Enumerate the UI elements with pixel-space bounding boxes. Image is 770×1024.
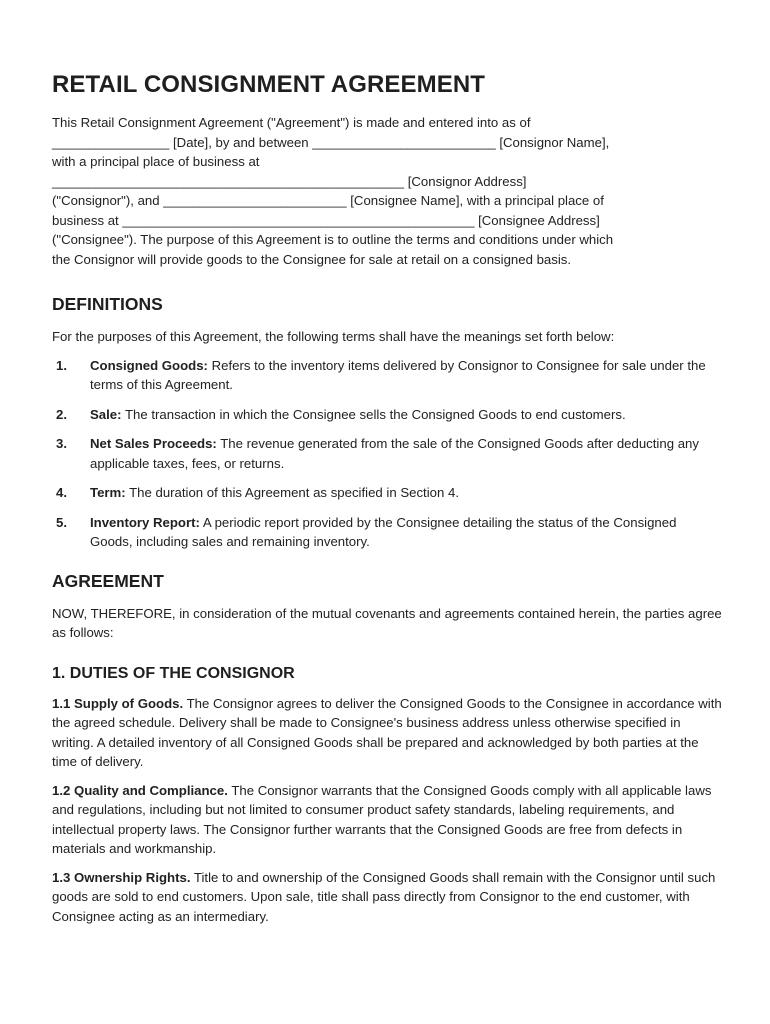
document-page <box>52 70 722 935</box>
agreement-lead: NOW, THEREFORE, in consideration of the mutual covenants and agreements contained herein, the parties agree as follows: <box>52 605 722 640</box>
definition-term: Consigned Goods: <box>90 357 208 373</box>
clause-ownership-rights <box>52 868 722 927</box>
definition-term: Term: <box>90 485 126 500</box>
clause-title: 1.2 Quality and Compliance. <box>52 782 228 798</box>
document-title: RETAIL CONSIGNMENT AGREEMENT <box>52 71 486 98</box>
definition-text: Refers to the inventory items delivered by Consignor to Consignee for sale under the terms of this Agreement. <box>90 357 706 392</box>
definitions-heading: DEFINITIONS <box>52 294 163 314</box>
clause-text: Title to and ownership of the Consigned Goods shall remain with the Consignor until such goods are sold to end customers. Upon sale, title shall pass directly from Consignor to the end customer, with Consignee acting as an intermediary. <box>52 869 716 924</box>
definition-number: 4. <box>56 485 67 500</box>
definition-item <box>52 434 722 473</box>
definition-number: 1. <box>56 357 67 373</box>
definition-term: Net Sales Proceeds: <box>90 436 217 451</box>
definition-term: Sale: <box>90 406 122 422</box>
clause-supply-of-goods <box>52 694 722 772</box>
definition-text: The transaction in which the Consignee sells the Consigned Goods to end customers. <box>121 406 626 422</box>
duties-heading: 1. DUTIES OF THE CONSIGNOR <box>52 664 295 682</box>
definition-item <box>52 356 722 395</box>
clause-title: 1.3 Ownership Rights. <box>52 869 191 885</box>
definition-number: 3. <box>56 436 67 451</box>
definition-item <box>52 483 722 503</box>
intro-line: ________________ [Date], by and between _________________________ [Consignor Name], <box>52 134 610 150</box>
definitions-list <box>52 356 722 552</box>
intro-line: with a principal place of business at <box>52 154 260 169</box>
definition-item <box>52 513 722 552</box>
agreement-heading: AGREEMENT <box>52 570 164 591</box>
clause-text: The Consignor warrants that the Consigned Goods comply with all applicable laws and regulations, including but not limited to consumer product safety standards, labeling requirements, and intellectual property laws. The Consignor further warrants that the Consigned Goods are free from defects in materials and workmanship. <box>52 782 712 856</box>
intro-line: ________________________________________________ [Consignor Address] <box>52 173 527 189</box>
clause-text: The Consignor agrees to deliver the Consigned Goods to the Consignee in accordance with the agreed schedule. Delivery shall be made to Consignee's business address unless otherwise specified in writing. A detailed inventory of all Consigned Goods shall be prepared and acknowledged by both parties at the time of delivery. <box>52 695 722 769</box>
intro-line: the Consignor will provide goods to the Consignee for sale at retail on a consigned basis. <box>52 251 572 267</box>
definition-term: Inventory Report: <box>90 514 200 530</box>
definition-text: The revenue generated from the sale of the Consigned Goods after deducting any applicable taxes, fees, or returns. <box>90 436 699 471</box>
definitions-lead: For the purposes of this Agreement, the following terms shall have the meanings set forth below: <box>52 329 615 344</box>
definition-number: 5. <box>56 514 67 530</box>
definition-item <box>52 405 722 425</box>
definition-text: The duration of this Agreement as specified in Section 4. <box>125 485 459 500</box>
intro-line: business at ________________________________________________ [Consignee Address] <box>52 212 600 228</box>
intro-line: ("Consignor"), and _________________________ [Consignee Name], with a principal place of <box>52 193 604 208</box>
intro-line: ("Consignee"). The purpose of this Agreement is to outline the terms and conditions under which <box>52 232 614 247</box>
clause-title: 1.1 Supply of Goods. <box>52 695 184 711</box>
definition-number: 2. <box>56 406 67 422</box>
intro-line: This Retail Consignment Agreement ("Agreement") is made and entered into as of <box>52 115 531 130</box>
definition-text: A periodic report provided by the Consignee detailing the status of the Consigned Goods, including sales and remaining inventory. <box>90 514 677 549</box>
clause-quality-compliance <box>52 781 722 859</box>
intro-paragraph <box>52 113 722 269</box>
